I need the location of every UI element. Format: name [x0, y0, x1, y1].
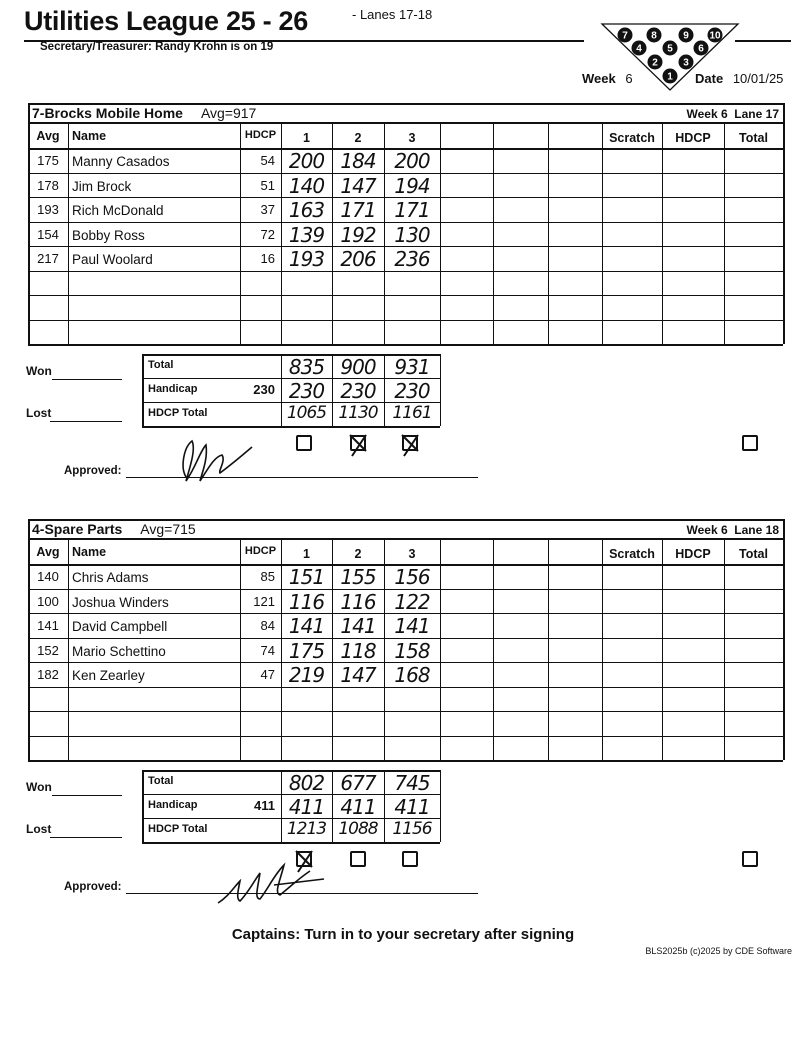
- grid-line: [52, 379, 122, 380]
- pin-number: 9: [683, 30, 689, 42]
- game-handicap: 230: [340, 379, 376, 403]
- bowler-name: Chris Adams: [72, 570, 149, 585]
- grid-line: [142, 842, 440, 844]
- game2-score: 147: [340, 173, 376, 198]
- pin-number: 1: [667, 71, 673, 83]
- grid-line: [142, 770, 144, 842]
- pin-number: 2: [652, 57, 658, 69]
- col-game3-header: 3: [408, 547, 416, 561]
- col-avg-header: Avg: [36, 545, 60, 559]
- grid-line: [28, 344, 783, 346]
- bowler-name: Paul Woolard: [72, 252, 153, 267]
- captain-signature: [214, 859, 314, 909]
- col-hdcp-total-header: HDCP: [675, 547, 711, 561]
- game2-score: 171: [340, 198, 376, 222]
- grid-line: [440, 770, 441, 842]
- date-label: Date: [695, 71, 724, 86]
- lost-label: Lost: [26, 822, 52, 836]
- game-total: 931: [394, 355, 430, 379]
- game2-score: 155: [340, 565, 376, 589]
- bowler-average: 182: [37, 667, 59, 682]
- game-win-checkbox[interactable]: [296, 435, 312, 451]
- game-win-checkbox[interactable]: [402, 435, 418, 451]
- pin-number: 5: [667, 43, 673, 55]
- game-handicap: 230: [394, 379, 430, 403]
- grid-line: [783, 103, 785, 344]
- game-handicap: 230: [288, 379, 325, 403]
- col-hdcp-header: HDCP: [244, 545, 277, 557]
- bowler-average: 193: [37, 202, 59, 217]
- bowler-average: 141: [37, 618, 59, 633]
- bowler-name: Manny Casados: [72, 154, 170, 169]
- game1-score: 141: [288, 614, 325, 638]
- bowler-average: 154: [37, 226, 59, 242]
- grid-line: [493, 122, 494, 344]
- game-hdcp-total: 1156: [392, 819, 432, 839]
- grid-line: [724, 538, 725, 760]
- game-win-checkbox[interactable]: [742, 435, 758, 451]
- game-hdcp-total: 1088: [338, 819, 378, 839]
- col-game2-header: 2: [354, 131, 362, 145]
- col-scratch-header: Scratch: [609, 131, 655, 145]
- game2-score: 118: [340, 638, 376, 663]
- game-win-checkbox[interactable]: [350, 435, 366, 451]
- grid-line: [28, 760, 783, 762]
- pin-number: 10: [709, 30, 721, 42]
- game-total: 835: [288, 355, 325, 379]
- bowler-handicap: 54: [260, 153, 275, 168]
- bowler-name: Ken Zearley: [72, 668, 145, 683]
- grid-line: [28, 711, 783, 712]
- game-hdcp-total: 1161: [392, 403, 432, 423]
- pin-number: 4: [636, 43, 642, 55]
- game3-score: 156: [394, 565, 430, 589]
- game1-score: 200: [288, 149, 325, 173]
- col-name-header: Name: [72, 545, 107, 559]
- team-name: [32, 105, 256, 121]
- game1-score: 193: [288, 247, 325, 271]
- grid-line: [28, 538, 783, 540]
- game1-score: 151: [288, 565, 325, 589]
- game3-score: 171: [394, 198, 430, 222]
- grid-line: [142, 426, 440, 428]
- bowler-average: 140: [37, 569, 59, 584]
- game2-score: 147: [340, 663, 376, 687]
- col-game1-header: 1: [303, 131, 310, 145]
- pin-number: 7: [622, 30, 628, 42]
- game1-score: 116: [288, 589, 325, 614]
- game-total: 802: [288, 771, 325, 795]
- game1-score: 140: [288, 173, 325, 198]
- grid-line: [28, 736, 783, 737]
- grid-line: [28, 295, 783, 296]
- hdcp-total-label: HDCP Total: [148, 407, 208, 419]
- pin-number: 8: [651, 30, 657, 42]
- lanes-label: - Lanes 17-18: [352, 7, 433, 22]
- week-value: 6: [625, 71, 633, 86]
- grid-line: [602, 538, 603, 760]
- bowler-handicap: 51: [260, 177, 275, 193]
- team-handicap-value: 411: [254, 798, 275, 813]
- grid-line: [548, 122, 549, 344]
- game-total: 677: [340, 771, 376, 795]
- col-name-header: Name: [72, 129, 107, 143]
- bowler-name: Bobby Ross: [72, 227, 145, 243]
- bowler-handicap: 47: [260, 667, 275, 682]
- grid-line: [28, 271, 783, 272]
- approved-label: Approved:: [64, 465, 122, 477]
- secretary-line: Secretary/Treasurer: Randy Krohn is on 19: [40, 41, 274, 53]
- game3-score: 168: [394, 663, 430, 687]
- captain-signature: [166, 437, 266, 487]
- game2-score: 184: [340, 149, 376, 173]
- team-handicap-value: 230: [253, 382, 275, 397]
- team-name: [32, 521, 196, 537]
- team-name-text: 4-Spare Parts: [32, 521, 123, 537]
- bowler-handicap: 84: [260, 618, 275, 633]
- bowler-average: 100: [37, 593, 59, 609]
- col-total-header: Total: [739, 547, 768, 561]
- grid-line: [28, 687, 783, 688]
- game3-score: 130: [394, 222, 430, 247]
- game2-score: 116: [340, 589, 376, 614]
- bowler-handicap: 72: [260, 226, 275, 242]
- week-lane-label: Week 6 Lane 18: [686, 523, 779, 537]
- week-label: Week: [582, 71, 616, 86]
- title-rule-right: [735, 40, 791, 42]
- col-game3-header: 3: [408, 131, 416, 145]
- date-value: 10/01/25: [732, 71, 784, 86]
- bowler-name: Jim Brock: [72, 178, 132, 194]
- league-title: Utilities League 25 - 26: [24, 6, 308, 36]
- grid-line: [28, 122, 783, 124]
- bowler-handicap: 37: [260, 202, 275, 217]
- game1-score: 175: [288, 638, 325, 663]
- pin-number: 6: [698, 43, 704, 55]
- grid-line: [68, 122, 69, 344]
- bowler-handicap: 121: [253, 593, 275, 609]
- game-total: 900: [340, 355, 376, 379]
- grid-line: [440, 354, 441, 426]
- week-indicator: [582, 71, 633, 86]
- game3-score: 122: [394, 589, 430, 614]
- bowler-handicap: 16: [260, 251, 275, 266]
- team-name-text: 7-Brocks Mobile Home: [32, 105, 183, 121]
- game-total: 745: [394, 771, 430, 795]
- col-game1-header: 1: [303, 547, 310, 561]
- check-mark-icon: [348, 433, 370, 457]
- hdcp-total-label: HDCP Total: [148, 823, 208, 835]
- game1-score: 139: [288, 222, 325, 247]
- grid-line: [548, 538, 549, 760]
- grid-line: [662, 122, 663, 344]
- copyright-note: BLS2025b (c)2025 by CDE Software: [645, 946, 792, 956]
- grid-line: [50, 837, 122, 838]
- game3-score: 141: [394, 614, 430, 638]
- game-hdcp-total: 1213: [286, 819, 327, 839]
- bowler-handicap: 74: [260, 642, 275, 658]
- game-hdcp-total: 1065: [286, 403, 327, 423]
- approved-label: Approved:: [64, 881, 122, 893]
- grid-line: [440, 122, 441, 344]
- grid-line: [28, 320, 783, 321]
- bowler-average: 175: [37, 153, 59, 168]
- col-hdcp-header: HDCP: [244, 129, 277, 141]
- bowler-name: Mario Schettino: [72, 643, 166, 659]
- col-hdcp-total-header: HDCP: [675, 131, 711, 145]
- lost-label: Lost: [26, 406, 52, 420]
- bowler-average: 178: [37, 177, 59, 193]
- game2-score: 206: [340, 247, 376, 271]
- game3-score: 200: [394, 149, 430, 173]
- game3-score: 194: [394, 173, 430, 198]
- bowler-average: 217: [37, 251, 59, 266]
- game1-score: 163: [288, 198, 325, 222]
- won-label: Won: [26, 780, 52, 794]
- pin-number: 3: [683, 57, 689, 69]
- game2-score: 192: [340, 222, 376, 247]
- won-label: Won: [26, 364, 52, 378]
- grid-line: [52, 795, 122, 796]
- game3-score: 236: [394, 247, 430, 271]
- col-total-header: Total: [739, 131, 768, 145]
- grid-line: [68, 538, 69, 760]
- grid-line: [440, 538, 441, 760]
- game-win-checkbox[interactable]: [742, 851, 758, 867]
- bowler-handicap: 85: [260, 569, 275, 584]
- grid-line: [783, 519, 785, 760]
- grid-line: [493, 538, 494, 760]
- grid-line: [724, 122, 725, 344]
- handicap-label: Handicap: [148, 383, 198, 395]
- col-scratch-header: Scratch: [609, 547, 655, 561]
- game-win-checkbox[interactable]: [350, 851, 366, 867]
- game-win-checkbox[interactable]: [402, 851, 418, 867]
- game-handicap: 411: [288, 795, 325, 819]
- col-game2-header: 2: [354, 547, 362, 561]
- game-hdcp-total: 1130: [338, 403, 378, 423]
- team-average: Avg=715: [140, 521, 196, 537]
- grid-line: [662, 538, 663, 760]
- total-label: Total: [148, 775, 174, 787]
- bowler-name: Joshua Winders: [72, 594, 169, 610]
- grid-line: [142, 354, 144, 426]
- game-handicap: 411: [394, 795, 430, 819]
- handicap-label: Handicap: [148, 799, 198, 811]
- col-avg-header: Avg: [36, 129, 60, 143]
- bowler-name: David Campbell: [72, 619, 168, 634]
- grid-line: [50, 421, 122, 422]
- check-mark-icon: [400, 433, 422, 457]
- game2-score: 141: [340, 614, 376, 638]
- team-average: Avg=917: [200, 105, 257, 121]
- grid-line: [602, 122, 603, 344]
- bowler-name: Rich McDonald: [72, 203, 164, 218]
- game-handicap: 411: [340, 795, 376, 819]
- week-lane-label: Week 6 Lane 17: [686, 107, 779, 121]
- bowler-average: 152: [37, 642, 59, 658]
- game1-score: 219: [288, 663, 325, 687]
- date-indicator: [695, 71, 783, 86]
- captains-instruction: Captains: Turn in to your secretary after signing: [231, 926, 575, 943]
- total-label: Total: [148, 359, 174, 371]
- game3-score: 158: [394, 638, 430, 663]
